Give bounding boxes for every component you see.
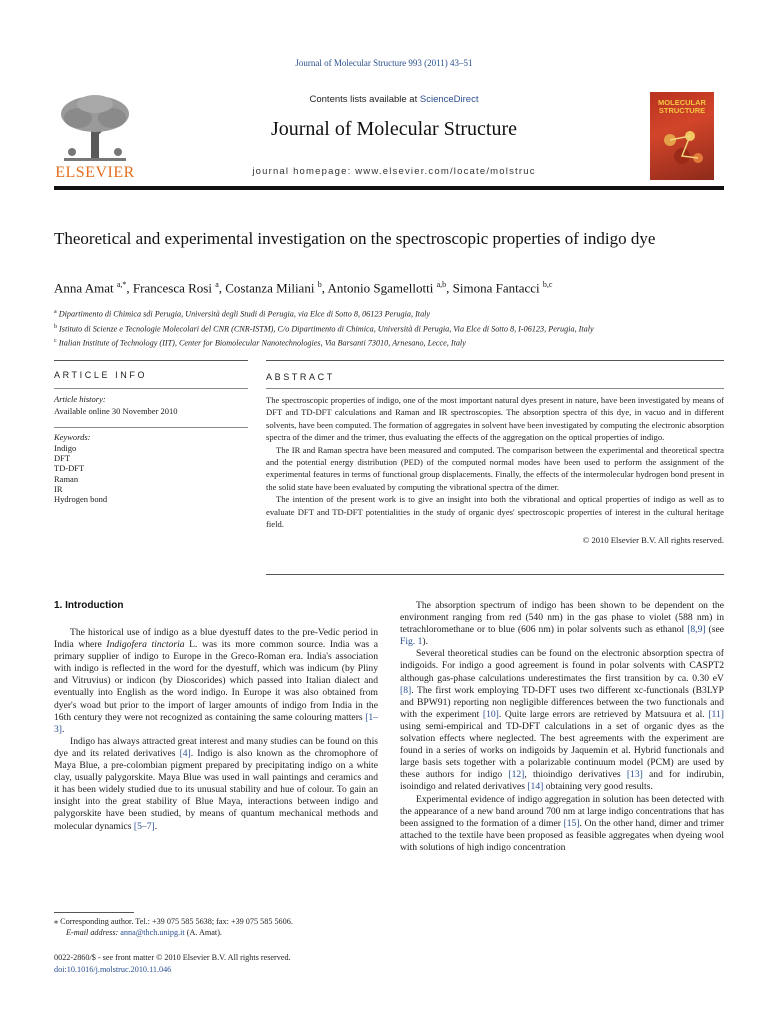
body-paragraph xyxy=(54,736,378,833)
author-name: Anna Amat xyxy=(54,280,114,296)
affiliation-item xyxy=(54,335,714,350)
masthead-rule xyxy=(54,186,724,190)
citation-link[interactable]: [12] xyxy=(508,769,525,781)
divider xyxy=(54,388,248,389)
affiliation-item xyxy=(54,306,714,321)
body-text: Indigo has always attracted great interest and many studies can be found on this dye and its related derivatives xyxy=(54,735,378,759)
citation-link[interactable]: [8] xyxy=(400,684,412,696)
figure-link[interactable]: Fig. 1 xyxy=(400,636,423,648)
body-text: The absorption spectrum of indigo has been shown to be dependent on the environment ranging from red (540 nm) in the gas phase to violet (588 nm) in tetrachloromethane or to blue (606 nm) in polar solvents such as ethanol xyxy=(400,600,724,636)
keyword-item: Raman xyxy=(54,473,79,484)
species-name: Indigofera tinctoria xyxy=(106,639,185,651)
divider xyxy=(54,360,248,361)
keyword-item: DFT xyxy=(54,453,71,464)
keyword-item: Hydrogen bond xyxy=(54,494,108,505)
body-paragraph xyxy=(400,648,724,793)
author-name: Antonio Sgamellotti xyxy=(327,280,434,296)
article-info-heading: ARTICLE INFO xyxy=(54,370,148,380)
footnote-text: Corresponding author. Tel.: +39 075 585 5638; fax: +39 075 585 5606. xyxy=(58,917,293,926)
cover-title: MOLECULAR STRUCTURE xyxy=(658,98,706,115)
citation-link[interactable]: [10] xyxy=(482,708,499,720)
body-text: . The first work employing TD-DFT uses two different xc-functionals (B3LYP and BPW91) reporting non negligible differences between the two functionals and with the experiment xyxy=(400,684,724,720)
body-text: (see xyxy=(705,624,724,636)
body-paragraph xyxy=(400,600,724,648)
keyword-item: Indigo xyxy=(54,443,77,453)
footnote-line xyxy=(54,916,378,927)
divider xyxy=(266,388,724,389)
author-name: Simona Fantacci xyxy=(452,280,540,296)
body-text: L. was its more common source. India was a primary supplier of indigo to Europe in the Greco-Roman era. India's association with indigo is reflected in the word for the dyestuff, which was indicum (by Pliny and Vitruvius) or indicon (by Dioscorides) which passed into Italian dialect and eventually into English as the word indigo. In Europe it was also obtained from dyer's woad but prior to the import of larger amounts of indigo from India in the 16th century they were not recognized as containing the same colouring matters xyxy=(54,639,378,723)
divider xyxy=(266,574,724,575)
abstract-body xyxy=(266,394,724,547)
front-matter-info xyxy=(54,952,384,975)
author-name: Francesca Rosi xyxy=(132,280,212,296)
article-history-value: Available online 30 November 2010 xyxy=(54,406,178,416)
body-text: . Indigo is also known as the chromophore of Maya Blue, a pre-colombian pigment prepared by precipitating indigo on a white clay, usually palygorskite. Maya Blue was used in wall paintings and ceramics and it has been widely studied due to its unusual stability and hue of colour. To gain an insight into the great stability of Blue Maya, interactions between indigo and palygorskite have been studied, by means of quantum mechanical methods and molecular dynamics xyxy=(54,747,378,832)
keyword-item: TD-DFT xyxy=(54,463,85,474)
citation-link[interactable]: [8,9] xyxy=(687,624,706,636)
affiliation-text: Istituto di Scienze e Tecnologie Molecolari del CNR (CNR-ISTM), C/o Dipartimento di Chimica, Università di Perugia, Via Elce di Sotto 8, I-06123, Perugia, Italy xyxy=(59,324,594,334)
body-text: obtaining very good results. xyxy=(543,781,653,793)
abstract-paragraph: The IR and Raman spectra have been measured and computed. The comparison between the experimental and theoretical spectra and the potential energy distribution (PED) of the computed normal modes have been used to perform the assignment of the experimental features in terms of functional group displacements. Finally, the effects of the intermolecular hydrogen bond present in the solid state have been evaluated by computing the vibrational spectra of the dimer. xyxy=(266,444,724,492)
contents-available-line xyxy=(150,94,638,105)
abstract-heading: ABSTRACT xyxy=(266,372,335,382)
body-text: ). xyxy=(422,636,428,648)
body-text: , thioindigo derivatives xyxy=(524,769,627,781)
citation-link[interactable]: [13] xyxy=(626,769,643,781)
divider xyxy=(54,427,248,428)
author-affiliation-mark[interactable]: a,* xyxy=(116,280,127,289)
email-suffix: (A. Amat). xyxy=(184,928,222,937)
body-paragraph xyxy=(54,627,378,736)
author-affiliation-mark[interactable]: a xyxy=(215,280,219,289)
footnote-star: ⁎ xyxy=(54,917,59,926)
citation-link[interactable]: [5–7] xyxy=(133,820,155,832)
affiliation-mark: a xyxy=(54,309,57,315)
sciencedirect-link[interactable]: ScienceDirect xyxy=(419,94,479,105)
journal-cover-thumbnail xyxy=(650,92,714,180)
affiliation-mark: c xyxy=(54,338,57,345)
affiliation-text: Dipartimento di Chimica sdi Perugia, Università degli Studi di Perugia, via Elce di Sotto 8, 06123 Perugia, Italy xyxy=(58,309,431,319)
divider xyxy=(266,360,724,361)
body-text: and for indirubin, isoindigo and related derivatives xyxy=(400,769,724,793)
article-title: Theoretical and experimental investigation on the spectroscopic properties of indigo dye xyxy=(54,229,656,248)
contents-prefix: Contents lists available at xyxy=(309,94,420,105)
abstract-paragraph: The intention of the present work is to give an insight into both the vibrational and optical properties of indigo as well as to evaluate DFT and TD-DFT potentialities in the study of organic dyes' spectroscopic properties of interest in the cultural heritage field. xyxy=(266,494,724,530)
body-text: . xyxy=(154,820,158,832)
body-text: . On the other hand, dimer and trimer attached to the textile have been proposed as feasible aggregates when dyeing wool with solutions of high indigo concentration xyxy=(400,817,724,853)
citation-link[interactable]: [15] xyxy=(563,817,580,829)
journal-citation[interactable]: Journal of Molecular Structure 993 (2011) 43–51 xyxy=(295,58,473,68)
section-heading-introduction: 1. Introduction xyxy=(54,600,124,611)
author-affiliation-mark[interactable]: b xyxy=(317,280,322,289)
footnote-line xyxy=(54,927,378,938)
footnote-divider xyxy=(54,912,134,913)
abstract-paragraph: The spectroscopic properties of indigo, one of the most important natural dyes present in nature, have been investigated by means of DFT and TD-DFT calculations and Raman and IR spectroscopies. The absorption spectra of this dye, in vacuo and in different solvents, have been computed. The formation of aggregates in solvent have been investigated by computing the electronic absorption spectra of the dimer and the trimer, thus evaluating the effects of the aggregation on the optical properties of indigo. xyxy=(266,395,724,443)
body-paragraph xyxy=(400,794,724,854)
email-link[interactable]: anna@thch.unipg.it xyxy=(120,928,185,937)
body-text: Experimental evidence of indigo aggregation in solution has been detected with the appearance of a new band around 700 nm at large indigo concentrations that has been assigned to the formation of a dimer xyxy=(400,793,724,829)
journal-title: Journal of Molecular Structure xyxy=(270,118,518,140)
body-column-right xyxy=(400,600,724,854)
issn-line: 0022-2860/$ - see front matter © 2010 Elsevier B.V. All rights reserved. xyxy=(54,953,291,962)
keywords-list xyxy=(54,443,107,504)
corresponding-author-footnote xyxy=(54,916,378,938)
citation-link[interactable]: [11] xyxy=(708,708,724,720)
affiliation-text: Italian Institute of Technology (IIT), Center for Biomolecular Nanotechnologies, Via Barsanti 73010, Arnesano, Lecce, Italy xyxy=(58,339,466,349)
keyword-item: IR xyxy=(54,483,63,494)
abstract-copyright: © 2010 Elsevier B.V. All rights reserved. xyxy=(582,535,724,546)
author-list: Anna Amat $^{a,*}$, Francesca Rosi $^a$, Costanza Miliani $^b$, Antonio Sgamellotti $^{a,b}$, Simona Fantacci $^{b,c}$ xyxy=(54,280,553,296)
body-column-left xyxy=(54,627,378,833)
body-text: The historical use of indigo as a blue dyestuff dates to the pre-Vedic period in India where xyxy=(54,627,378,651)
author-affiliation-mark[interactable]: a,b xyxy=(436,280,447,289)
affiliation-item xyxy=(54,321,714,336)
elsevier-wordmark: ELSEVIER xyxy=(55,164,135,181)
email-label: E-mail address: xyxy=(66,928,121,937)
body-text: using semi-empirical and TD-DFT calculations in a set of organic dyes as the solvation effects where neglected. The best agreements with the experiment are found in a series of works on indigoids by Jaquemin et al. Hybrid functionals and large basis sets together with a polarizable continuum model (PCM) are used by these authors for indigo xyxy=(400,720,724,781)
body-text: . xyxy=(62,723,65,735)
cover-molecule-art xyxy=(656,122,708,174)
doi-link[interactable]: doi:10.1016/j.molstruc.2010.11.046 xyxy=(54,964,172,974)
body-text: Several theoretical studies can be found on the electronic absorption spectra of indigoids. For indigo a good agreement is found in polar solvents with CASPT2 although gas-phase calculations underestimates the first transition by ca. 0.30 eV xyxy=(400,648,724,684)
body-text: . Quite large errors are retrieved by Matsuura et al. xyxy=(498,708,709,720)
author-affiliation-mark[interactable]: b,c xyxy=(542,280,553,289)
affiliation-mark: b xyxy=(54,323,57,330)
article-history-label: Article history: xyxy=(54,394,106,404)
citation-link[interactable]: [1–3] xyxy=(54,711,378,735)
citation-link[interactable]: [14] xyxy=(527,781,544,793)
affiliation-list xyxy=(54,306,714,350)
journal-homepage[interactable]: journal homepage: www.elsevier.com/locate/molstruc xyxy=(252,166,536,177)
citation-link[interactable]: [4] xyxy=(179,747,191,759)
keywords-label: Keywords: xyxy=(54,432,91,442)
author-name: Costanza Miliani xyxy=(225,280,315,296)
